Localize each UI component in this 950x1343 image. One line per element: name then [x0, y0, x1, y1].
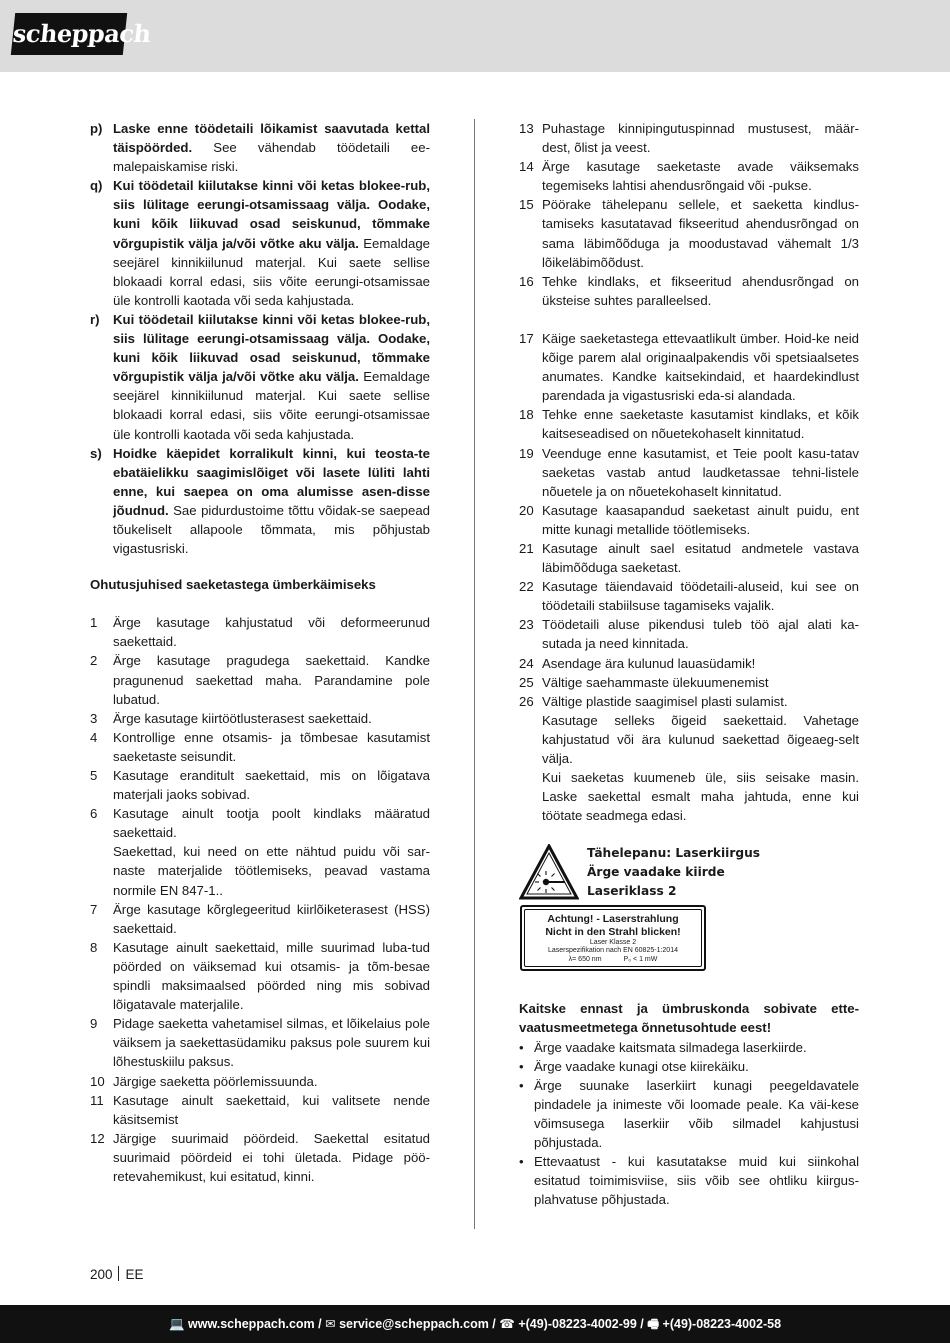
item-text: Vältige plastide saagimisel plasti sulamist.: [542, 693, 788, 709]
list-item: [90, 1072, 430, 1091]
item-letter: p): [90, 121, 103, 136]
list-item: [90, 1014, 430, 1071]
email-icon: ✉: [325, 1317, 336, 1331]
bullet-icon: •: [519, 1039, 524, 1055]
list-item: [519, 444, 859, 501]
item-number: 6: [90, 806, 98, 822]
item-text: Asendage ära kulunud lauasüdamik!: [542, 655, 756, 671]
header-bar: [0, 0, 950, 72]
item-text: Järgige suurimaid pöördeid. Saekettal esitatud suurimaid pöördeid ei tohi ületada. Pidage pöö-retevahemikust, kui esitatud, kinni.: [113, 1130, 430, 1184]
item-number: 18: [519, 407, 534, 423]
fax-number: +(49)-08223-4002-58: [662, 1317, 782, 1331]
item-text: Kasutage ainult saekettaid, kui valitsete nende käsitsemist: [113, 1092, 430, 1127]
item-text: Puhastage kinnipingutuspinnad mustusest, määr-dest, õlist ja veest.: [542, 121, 859, 156]
item-number: 12: [90, 1130, 105, 1146]
item-text: Järgige saeketta pöörlemissuunda.: [113, 1073, 318, 1089]
laser-label-class: Laser Klasse 2: [589, 939, 637, 947]
item-text: Pöörake tähelepanu sellele, et saeketta kindlus-tamiseks kasutatavad fikseeritud ahendusrõngad on sama läbimõõduga ja moodustavad vähemalt 1/3 lõikeläbimõõdust.: [542, 197, 859, 270]
laser-label-title: Achtung! - Laserstrahlung: [547, 913, 679, 926]
laser-warning-line: Laseriklass 2: [587, 884, 677, 899]
laser-warning-line: Ärge vaadake kiirde: [587, 865, 725, 880]
item-text: Tehke kindlaks, et fikseeritud ahendusrõngad on üksteise suhtes paralleelsed.: [542, 273, 859, 308]
list-item: [90, 1091, 430, 1129]
list-item: [519, 119, 859, 157]
item-text: Veenduge enne kasutamist, et Teie poolt kasu-tatav saeketas vastab antud laudketassae tehni-listele nõuetele ja on nõuetekohaselt kinnitatud.: [542, 445, 859, 499]
list-item-p: [90, 119, 430, 176]
item-text: Pidage saeketta vahetamisel silmas, et lõikelaius pole väiksem ja saekettasüdamiku paksus pole suurem kui lõhestuskiilu paksus.: [113, 1016, 430, 1070]
item-text: Eemaldage seejärel kinnikiilunud materjal. Kui saete sellise blokaadi korral edasi, siis võite eerungi-otsamissae üle kontrolli kaotada või seda kahjustada.: [113, 369, 430, 442]
item-letter: r): [90, 311, 100, 327]
list-item: [519, 539, 859, 577]
item-number: 5: [90, 768, 98, 783]
list-item: [90, 1129, 430, 1186]
item-number: 21: [519, 540, 534, 556]
bullet-item: [519, 1076, 859, 1152]
list-item: [519, 654, 859, 673]
page-number-value: 200: [90, 1267, 113, 1282]
item-text: Kasutage ainult sael esitatud andmetele vastava läbimõõduga saeketast.: [542, 540, 859, 576]
item-number: 1: [90, 615, 98, 631]
item-letter: q): [90, 178, 103, 194]
item-text: Ärge kasutage kõrglegeeritud kiirlõiketerasest (HSS) saekettaid.: [113, 901, 430, 936]
item-text: Käige saeketastega ettevaatlikult ümber. Hoid-ke neid kõige parem alal originaalpakendis või spetsiaalsetes anumates. Kandke kaitsekindaid, et haardekindlust parendada ja vigastusriski eda-si alandada.: [542, 330, 859, 404]
scheppach-logo: scheppach: [11, 13, 127, 55]
item-number: 8: [90, 939, 98, 955]
right-column: [519, 119, 859, 1209]
item-bold-text: Laske enne töödetaili lõikamist saavutada kettal täispöörded.: [113, 121, 430, 156]
list-item-s: [90, 444, 430, 559]
computer-icon: 💻: [168, 1317, 185, 1331]
bullet-text: Ettevaatust - kui kasutatakse muid kui siinkohal esitatud toimimisviise, siis võib see ohtliku kiirgus-plahvatuse põhjustada.: [534, 1154, 859, 1208]
item-number: 3: [90, 710, 98, 726]
protect-heading: Kaitske ennast ja ümbruskonda sobivate ette-vaatusmeetmetega õnnetusohtude eest!: [519, 1001, 859, 1036]
list-item-r: [90, 310, 430, 444]
item-number: 15: [519, 197, 534, 213]
list-item: [519, 673, 859, 692]
item-text: Kasutage eranditult saekettaid, mis on lõigatava materjali jaoks sobivad.: [113, 768, 430, 803]
bullet-item: [519, 1152, 859, 1209]
item-number: 2: [90, 653, 98, 669]
email-link[interactable]: service@scheppach.com: [339, 1317, 489, 1331]
bullet-item: [519, 1057, 859, 1076]
bullet-text: Ärge vaadake kunagi otse kiirekäiku.: [534, 1058, 749, 1074]
item-text: See vähendab töödetaili ee-malepaiskamise riski.: [113, 140, 430, 175]
list-item: [90, 728, 430, 766]
item-letter: s): [90, 445, 102, 461]
laser-warning-block: [519, 844, 859, 999]
fax-icon: 🖷: [647, 1317, 660, 1331]
page-number: [90, 1266, 144, 1282]
list-item: [90, 613, 430, 651]
item-number: 14: [519, 159, 534, 175]
item-text: Ärge kasutage pragudega saekettaid. Kandke pragunenud saekettad maha. Parandamine pole lubatud.: [113, 653, 430, 707]
list-item: [519, 501, 859, 539]
item-bold-text: Hoidke käepidet korralikult kinni, kui teosta-te ebatäielikku saagimislõiget või lasete lüliti lahti enne, kui saepea on oma alumisse asen-disse jõudnud.: [113, 445, 430, 518]
item-number: 13: [519, 121, 534, 136]
laser-warning-line: Tähelepanu: Laserkiirgus: [587, 846, 761, 861]
item-text: Vältige saehammaste ülekuumenemist: [542, 674, 769, 690]
item-number: 19: [519, 445, 534, 461]
page-language: EE: [125, 1267, 144, 1282]
laser-label-wavelength: λ= 650 nm: [568, 956, 602, 964]
item-text: Ärge kasutage kiirtöötlusterasest saekettaid.: [113, 710, 372, 726]
list-item: [519, 577, 859, 615]
laser-label-warning: Nicht in den Strahl blicken!: [545, 926, 681, 939]
laser-warning-text: [587, 844, 760, 901]
item-text: Kasutage täiendavaid töödetaili-aluseid, kui see on töödetaili stabiilsuse tagamiseks vajalik.: [542, 579, 859, 614]
item-number: 10: [90, 1073, 105, 1089]
item-number: 25: [519, 674, 534, 690]
item-bold-text: Kui töödetail kiilutakse kinni või ketas blokee-rub, siis lülitage eerungi-otsamissaag välja. Oodake, kuni kõik liikuvad osad seiskunud, tõmmake võrgupistik välja ja/või võtke aku välja.: [113, 178, 430, 251]
item-text: Töödetaili aluse pikendusi tuleb töö ajal alati ka-sutada ja need kinnitada.: [542, 617, 859, 652]
item-bold-text: Kui töödetail kiilutakse kinni või ketas blokee-rub, siis lülitage eerungi-otsamissaag välja. Oodake, kuni kõik liikuvad osad seiskunud, tõmmake võrgupistik välja ja/või võtke aku välja.: [113, 311, 430, 385]
list-item-q: [90, 176, 430, 310]
bullet-icon: •: [519, 1154, 524, 1170]
list-item: [90, 766, 430, 804]
bullet-icon: •: [519, 1058, 524, 1074]
contact-bar: 💻 www.scheppach.com / ✉ service@scheppach.com / ☎ +(49)-08223-4002-99 / 🖷 +(49)-08223-4002-58: [0, 1305, 950, 1343]
item-text: Kasutage ainult tootja poolt kindlaks määratud saekettaid.: [113, 806, 430, 841]
item-number: 17: [519, 330, 534, 346]
item-text: Ärge kasutage saeketaste avade väiksemaks tegemiseks lahtisi ahendusrõngaid või -pukse.: [542, 159, 859, 194]
section-heading: Ohutusjuhised saeketastega ümberkäimiseks: [90, 577, 376, 593]
phone-icon: ☎: [499, 1317, 515, 1331]
item-text: Tehke enne saeketaste kasutamist kindlaks, et kõik kaitseseadised on nõuetekohaselt kinnitatud.: [542, 407, 859, 442]
item-text: Kasutage kaasapandud saeketast ainult puidu, ent mitte kunagi metallide töötlemiseks.: [542, 502, 859, 537]
item-text: Sae pidurdustoime tõttu võidak-se saepead tõukeliselt allapoole tõmmata, mis põhjustab vigastusriski.: [113, 502, 430, 557]
list-item: [90, 938, 430, 1014]
bullet-text: Ärge suunake laserkiirt kunagi peegeldavatele pindadele ja inimeste või loomade peale. Ka väi-kese võimsusega laserkiir võib silmadel kahjustusi põhjustada.: [534, 1077, 859, 1151]
list-item: [519, 195, 859, 271]
list-item: [519, 615, 859, 653]
bullet-text: Ärge vaadake kaitsmata silmadega laserkiirde.: [534, 1039, 807, 1055]
item-text: Kasutage ainult saekettaid, mille suurimad luba-tud pöörded on väiksemad kui otsamis- ja tõm-besae spindli maksimaalsed pöörded ning mis sobivad lõigatavale materjalile.: [113, 939, 430, 1013]
item-number: 7: [90, 901, 98, 917]
column-divider: [474, 119, 475, 1229]
item-number: 20: [519, 502, 534, 518]
item-number: 9: [90, 1016, 98, 1032]
item-number: 24: [519, 655, 534, 671]
list-item: [90, 900, 430, 938]
item-extra-text: Kui saeketas kuumeneb üle, siis seisake masin. Laske saekettal esmalt maha jahtuda, enne kui töötate seadmega edasi.: [542, 770, 859, 824]
laser-label-spec: Laserspezifikation nach EN 60825-1:2014: [548, 947, 678, 955]
phone-number: +(49)-08223-4002-99: [518, 1317, 637, 1331]
list-item: [519, 272, 859, 310]
website-link[interactable]: www.scheppach.com: [188, 1317, 315, 1331]
item-number: 4: [90, 729, 98, 745]
item-number: 16: [519, 273, 534, 289]
item-extra-text: Saekettad, kui need on ette nähtud puidu või sar-naste materjalide töötlemiseks, peavad vastama normile EN 847-1..: [113, 844, 430, 898]
item-number: 22: [519, 579, 534, 595]
left-column: [90, 119, 430, 1186]
list-item: [519, 329, 859, 405]
bullet-item: [519, 1038, 859, 1057]
item-text: Ärge kasutage kahjustatud või deformeerunud saekettaid.: [113, 615, 430, 650]
laser-label-power: P₀ < 1 mW: [623, 956, 658, 964]
item-text: Kontrollige enne otsamis- ja tõmbesae kasutamist saeketaste seisundit.: [113, 729, 430, 764]
list-item: [519, 692, 859, 826]
item-number: 26: [519, 693, 534, 709]
item-number: 23: [519, 617, 534, 633]
item-number: 11: [90, 1092, 104, 1108]
laser-class-label: [520, 905, 706, 971]
list-item: [519, 157, 859, 195]
bullet-icon: •: [519, 1077, 524, 1093]
item-extra-text: Kasutage selleks õigeid saekettaid. Vahetage kahjustatud või ära kulunud saekettad õigeaeg-selt välja.: [542, 712, 859, 766]
list-item: [519, 405, 859, 443]
item-text: Eemaldage seejärel kinnikiilunud materjal. Kui saete sellise blokaadi korral edasi, siis võite eerungi-otsamissae üle kontrolli kaotada või seda kahjustada.: [113, 235, 430, 308]
list-item: [90, 651, 430, 708]
list-item: [90, 804, 430, 899]
list-item: [90, 709, 430, 728]
laser-warning-icon: [519, 844, 579, 900]
